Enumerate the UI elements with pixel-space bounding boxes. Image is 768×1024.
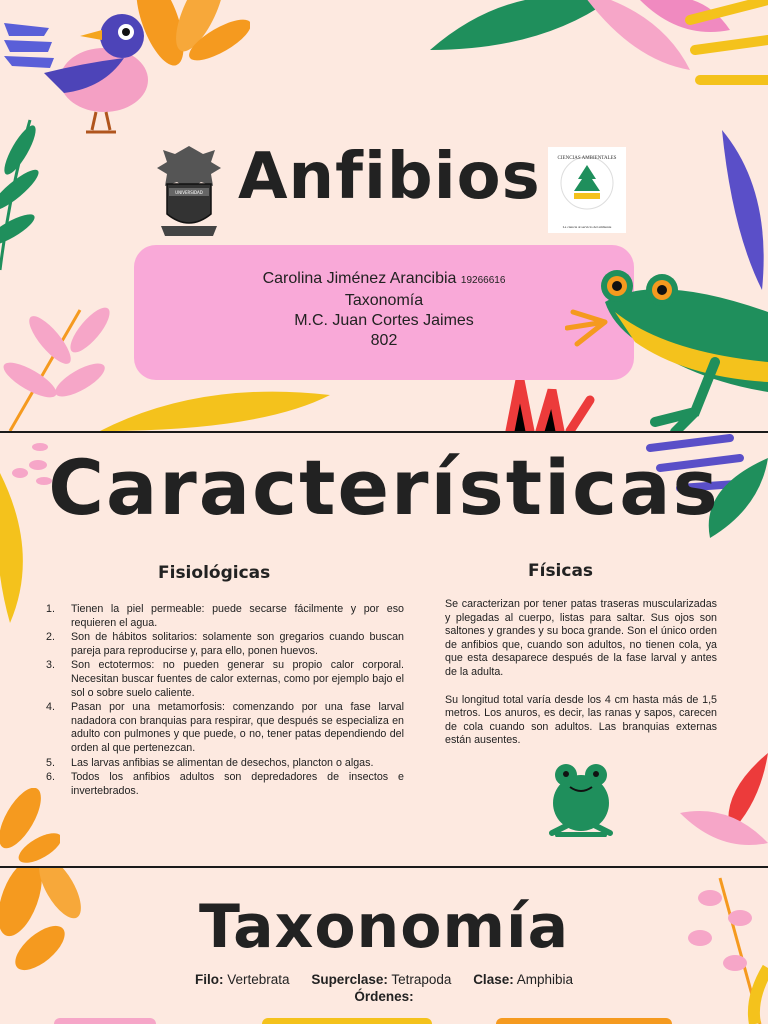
- list-number: 3.: [46, 659, 55, 672]
- page-title: Anfibios: [238, 140, 541, 214]
- list-item: [46, 701, 404, 755]
- filo-value: Vertebrata: [227, 972, 290, 987]
- fisiologicas-heading: Fisiológicas: [158, 563, 271, 583]
- order-chip-orange: [496, 1018, 672, 1024]
- small-frog-icon: [548, 761, 614, 837]
- green-leaves-decoration: [0, 110, 60, 280]
- superclase-label: Superclase:: [311, 972, 388, 987]
- ordenes-label: Órdenes:: [354, 989, 414, 1004]
- list-text: Tienen la piel permeable: puede secarse fácilmente y por eso requieren el agua.: [71, 603, 404, 629]
- red-pink-leaves-bottom-right: [680, 753, 768, 866]
- author-line: [134, 269, 634, 291]
- superclase-entry: [311, 972, 451, 987]
- orange-leaves-bottom-left: [0, 788, 60, 866]
- teacher-line: M.C. Juan Cortes Jaimes: [294, 312, 474, 329]
- list-text: Son de hábitos solitarios: solamente son gregarios cuando buscan pareja para reproducirse y, para ello, ponen huevos.: [71, 631, 404, 657]
- tropical-leaves-top-right: [430, 0, 768, 120]
- list-item: [46, 659, 404, 700]
- logo-tagline: La ciencia al servicio del ambiente: [562, 225, 612, 229]
- clase-entry: [473, 972, 573, 987]
- author-id: 19266616: [460, 275, 506, 286]
- fisicas-heading: Físicas: [528, 561, 594, 581]
- list-item: [46, 757, 404, 771]
- list-number: 4.: [46, 701, 55, 714]
- fisicas-text: [445, 598, 717, 762]
- list-number: 2.: [46, 631, 55, 644]
- red-leaves-decoration: [490, 380, 600, 431]
- section-title: Taxonomía: [198, 892, 570, 962]
- subject-line: Taxonomía: [344, 292, 424, 309]
- fisicas-paragraph-2: Su longitud total varía desde los 4 cm hasta más de 1,5 metros. Los anuros, es decir, las ranas y sapos, carecen de cola cuando son adultos. Las branquias externas están ausentes.: [445, 693, 717, 747]
- list-text: Las larvas anfibias se alimentan de desechos, plancton o algas.: [71, 756, 374, 769]
- order-chip-pink: [54, 1018, 156, 1024]
- clase-value: Amphibia: [516, 972, 574, 987]
- pink-orange-leaves-bottom-left: [0, 290, 340, 431]
- list-text: Son ectotermos: no pueden generar su propio calor corporal. Necesitan buscar fuentes de calor externas, como por ejemplo bajo el sol o sobre suelo caliente.: [71, 659, 404, 699]
- list-text: Todos los anfibios adultos son depredadores de insectos e invertebrados.: [71, 771, 404, 797]
- list-item: [46, 631, 404, 658]
- university-crest-logo: [153, 144, 225, 239]
- group-line: 802: [370, 332, 398, 349]
- crest-text: UNIVERSIDAD: [175, 190, 203, 195]
- slide-title: [0, 0, 768, 431]
- slide-taxonomia: [0, 868, 768, 1024]
- fisiologicas-list: [46, 603, 404, 799]
- clase-label: Clase:: [473, 972, 514, 987]
- ciencias-ambientales-logo: [548, 147, 626, 233]
- list-number: 6.: [46, 771, 55, 784]
- logo-arc-text: CIENCIAS AMBIENTALES: [557, 156, 617, 161]
- list-number: 1.: [46, 603, 55, 615]
- list-item: [46, 771, 404, 798]
- list-number: 5.: [46, 756, 55, 769]
- filo-label: Filo:: [194, 972, 224, 987]
- fisicas-paragraph-1: Se caracterizan por tener patas traseras muscularizadas y plegadas al cuerpo, listas para saltar. Sus ojos son saltones y grandes y su boca grande. Son el único orden de anfibios que, cuando son adultos, no tienen cola, ya que esta desaparece después de la fase larval y antes de la adulta.: [445, 598, 717, 678]
- logo-emblem: [548, 147, 626, 225]
- filo-entry: [195, 972, 290, 987]
- superclase-value: Tetrapoda: [391, 972, 452, 987]
- section-title: Características: [48, 443, 720, 532]
- taxonomy-line: [0, 972, 768, 987]
- author-name: Carolina Jiménez Arancibia: [262, 270, 457, 287]
- order-chip-yellow: [262, 1018, 432, 1024]
- slide-caracteristicas: [0, 433, 768, 866]
- list-item: [46, 603, 404, 630]
- list-text: Pasan por una metamorfosis: comenzando por una fase larval nadadora con branquias para respirar, que después se especializa en adulto con pulmones y que puede, o no, tener patas dependiendo del orden al que pertenezcan.: [71, 701, 404, 754]
